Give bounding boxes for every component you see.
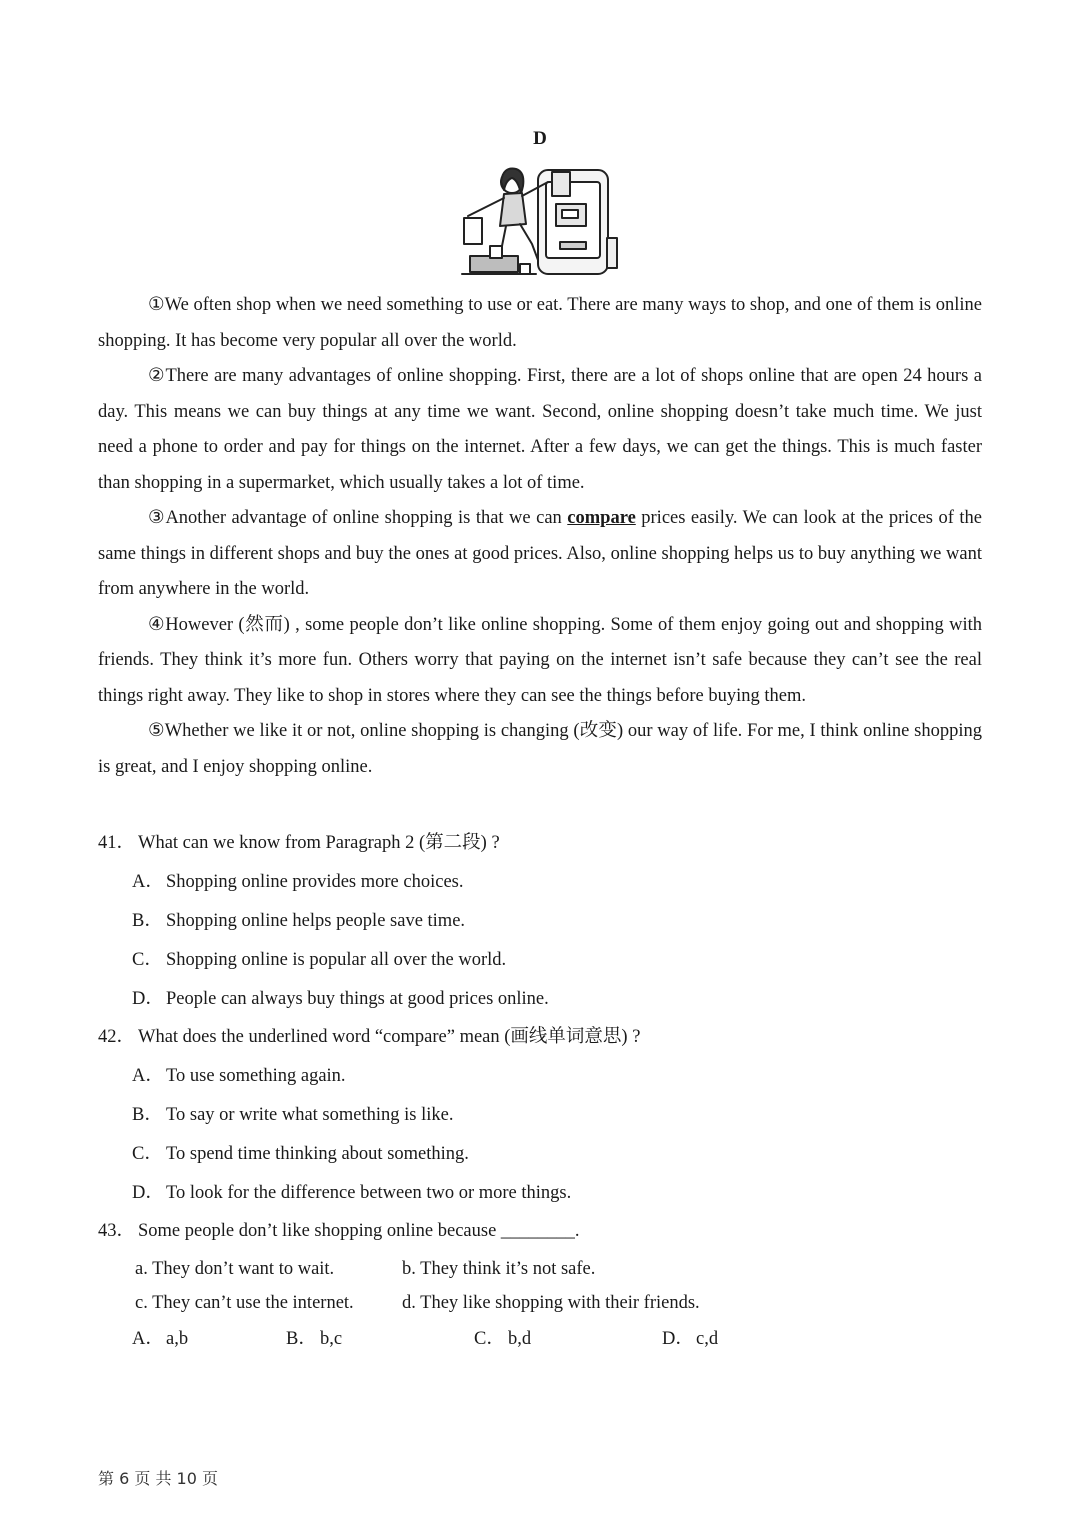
- paragraph-3: [98, 501, 982, 608]
- option-letter: B．: [132, 1105, 163, 1125]
- option-text: Shopping online is popular all over the world.: [166, 950, 507, 970]
- underlined-keyword: compare: [567, 508, 636, 528]
- option-43-c[interactable]: [474, 1327, 531, 1351]
- page-footer: 第 6 页 共 10 页: [98, 1469, 218, 1488]
- option-text: To use something again.: [166, 1066, 346, 1086]
- paragraph-1: ①We often shop when we need something to use or eat. There are many ways to shop, and one of them is online shopping. It has become very popular all over the world.: [98, 295, 982, 351]
- statement-d: d. They like shopping with their friends.: [402, 1293, 700, 1313]
- option-41-d[interactable]: [132, 987, 549, 1011]
- option-43-a[interactable]: [132, 1327, 188, 1351]
- section-title: D: [533, 128, 547, 149]
- statement-b: b. They think it’s not safe.: [402, 1259, 596, 1279]
- reading-passage: [98, 288, 982, 785]
- question-text: What does the underlined word “compare” mean (画线单词意思) ?: [138, 1027, 641, 1047]
- option-text: b,d: [508, 1329, 532, 1349]
- question-number: 43．: [98, 1221, 136, 1241]
- statement-c: c. They can’t use the internet.: [135, 1293, 354, 1313]
- option-letter: D．: [132, 1183, 164, 1203]
- option-letter: D．: [132, 989, 164, 1009]
- option-text: To spend time thinking about something.: [166, 1144, 469, 1164]
- option-43-b[interactable]: [286, 1327, 342, 1351]
- question-text: Some people don’t like shopping online because ________.: [138, 1221, 580, 1241]
- option-letter: B．: [286, 1329, 317, 1349]
- option-text: Shopping online helps people save time.: [166, 911, 466, 931]
- option-letter: C．: [474, 1329, 505, 1349]
- option-letter: A．: [132, 872, 164, 892]
- option-letter: C．: [132, 1144, 163, 1164]
- option-text: c,d: [696, 1329, 719, 1349]
- option-43-d[interactable]: [662, 1327, 718, 1351]
- question-41: [98, 831, 500, 855]
- option-text: a,b: [166, 1329, 189, 1349]
- question-number: 42．: [98, 1027, 136, 1047]
- option-text: b,c: [320, 1329, 343, 1349]
- paragraph-2: ②There are many advantages of online shopping. First, there are a lot of shops online that are open 24 hours a day. This means we can buy things at any time we want. Second, online shopping doesn’t take much time. We just need a phone to order and pay for things on the internet. After a few days, we can get the things. This is much faster than shopping in a supermarket, which usually takes a lot of time.: [98, 366, 982, 493]
- option-text: To say or write what something is like.: [166, 1105, 454, 1125]
- question-43: [98, 1219, 580, 1243]
- question-number: 41．: [98, 833, 136, 853]
- option-letter: B．: [132, 911, 163, 931]
- option-42-b[interactable]: [132, 1103, 453, 1127]
- option-42-c[interactable]: [132, 1142, 469, 1166]
- option-text: Shopping online provides more choices.: [166, 872, 464, 892]
- statement-a: a. They don’t want to wait.: [135, 1259, 335, 1279]
- option-text: People can always buy things at good prices online.: [166, 989, 549, 1009]
- option-41-c[interactable]: [132, 948, 506, 972]
- woman-shopping-on-phone-illustration: [460, 160, 620, 278]
- paragraph-3-start: ③Another advantage of online shopping is that we can: [148, 508, 568, 528]
- paragraph-4: ④However (然而) , some people don’t like online shopping. Some of them enjoy going out and shopping with friends. They think it’s more fun. Others worry that paying on the internet isn’t safe because they can’t see the real things right away. They like to shop in stores where they can see the things before buying them.: [98, 614, 982, 706]
- option-41-b[interactable]: [132, 909, 465, 933]
- option-text: To look for the difference between two or more things.: [166, 1183, 572, 1203]
- paragraph-5: ⑤Whether we like it or not, online shopping is changing (改变) our way of life. For me, I think online shopping is great, and I enjoy shopping online.: [98, 721, 982, 777]
- option-letter: D．: [662, 1329, 694, 1349]
- question-text: What can we know from Paragraph 2 (第二段) ?: [138, 833, 500, 853]
- option-42-d[interactable]: [132, 1181, 571, 1205]
- option-41-a[interactable]: [132, 870, 464, 894]
- option-letter: A．: [132, 1329, 164, 1349]
- option-letter: C．: [132, 950, 163, 970]
- option-letter: A．: [132, 1066, 164, 1086]
- option-42-a[interactable]: [132, 1064, 346, 1088]
- question-42: [98, 1025, 640, 1049]
- paragraph-3-end: prices easily. We can look at the prices of the same things in different shops and buy the ones at good prices. Also, online shopping helps us to buy anything we want from anywhere in the world.: [98, 508, 982, 599]
